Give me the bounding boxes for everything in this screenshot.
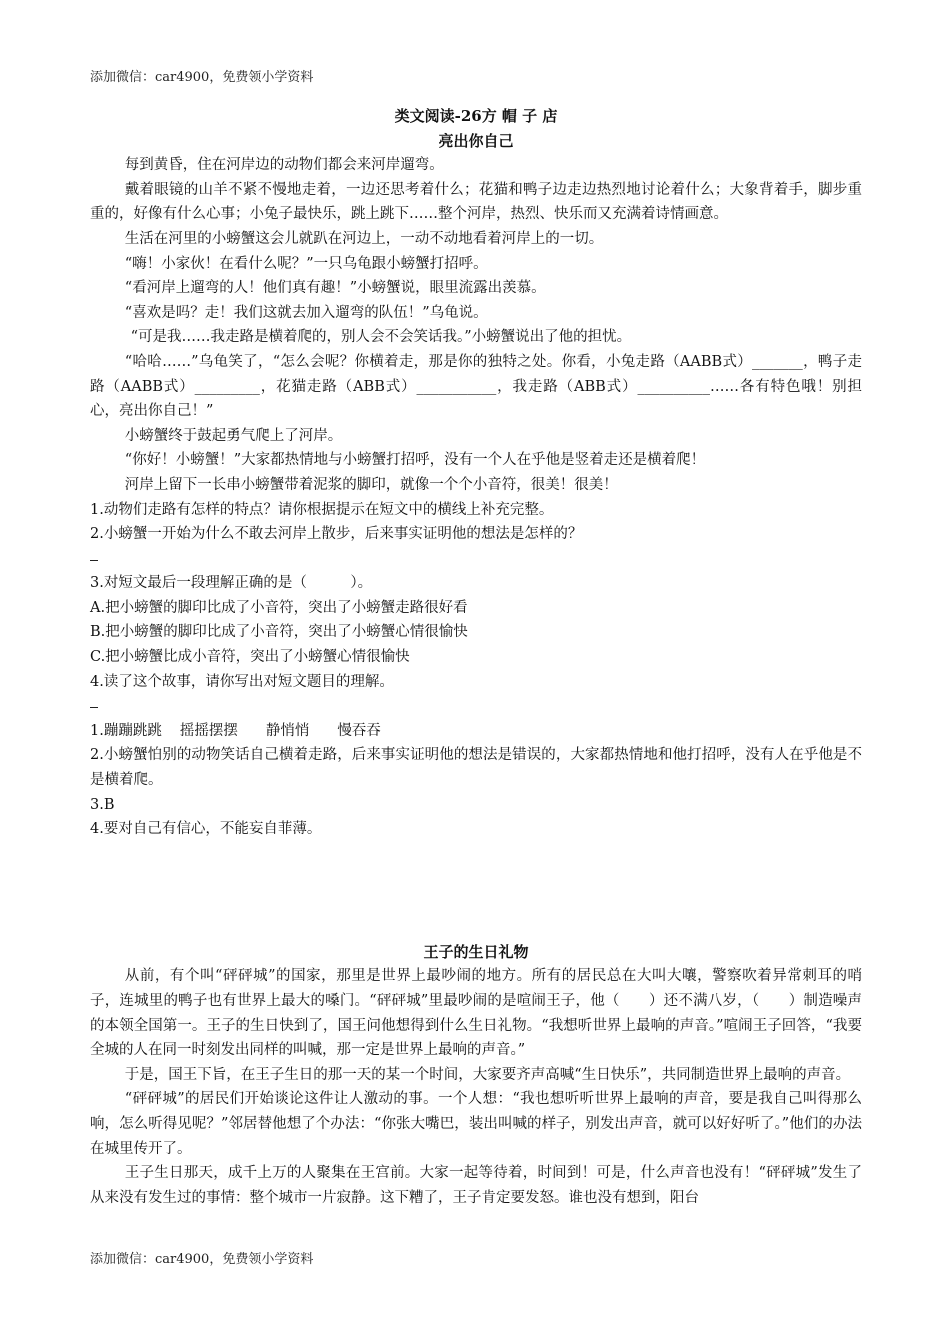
- story2-paragraph: 王子生日那天，成千上万的人聚集在王宫前。大家一起等待着，时间到！可是，什么声音也没有！“砰砰城”发生了从来没有发生过的事情：整个城市一片寂静。这下糟了，王子肯定要发怒。谁也没有想到，阳台: [90, 1165, 862, 1206]
- story1-paragraph: 戴着眼镜的山羊不紧不慢地走着，一边还思考着什么；花猫和鸭子边走边热烈地讨论着什么；大象背着手，脚步重重的，好像有什么心事；小兔子最快乐，跳上跳下……整个河岸，热烈、快乐而又充满着诗情画意。: [90, 181, 862, 223]
- question-3: 3.对短文最后一段理解正确的是（ ）。: [90, 575, 373, 592]
- story1-paragraph: “可是我……我走路是横着爬的，别人会不会笑话我。”小螃蟹说出了他的担忧。: [130, 329, 632, 346]
- answer-1-word: 静悄悄: [265, 722, 310, 739]
- story1-paragraph: 每到黄昏，住在河岸边的动物们都会来河岸遛弯。: [124, 157, 444, 174]
- answer-line: [90, 547, 862, 572]
- answer-4: 4.要对自己有信心，不能妄自菲薄。: [90, 821, 322, 838]
- option-c: C.把小螃蟹比成小音符，突出了小螃蟹心情很愉快: [90, 649, 410, 666]
- story1-paragraph: “哈哈……”乌龟笑了，“怎么会呢？你横着走，那是你的独特之处。你看，小兔走路（AABB式）_______，鸭子走路（AABB式）_________，花猫走路（ABB式）___________，我走路（ABB式）__________……各有特色哦！别担心，亮出你自己！”: [90, 353, 862, 420]
- story1-title: 亮出你自己: [438, 131, 514, 150]
- answer-1-word: 慢吞吞: [337, 722, 381, 739]
- story2-paragraph: 从前，有个叫“砰砰城”的国家，那里是世界上最吵闹的地方。所有的居民总在大叫大嚷，警察吹着异常刺耳的哨子，连城里的鸭子也有世界上最大的嗓门。“砰砰城”里最吵闹的是喧闹王子，他（ ）还不满八岁，（ ）制造噪声的本领全国第一。王子的生日快到了，国王问他想得到什么生日礼物。“我想听世界上最响的声音。”喧闹王子回答，“我要全城的人在同一时刻发出同样的叫喊，那一定是世界上最响的声音。”: [90, 968, 862, 1059]
- question-2: 2.小螃蟹一开始为什么不敢去河岸上散步，后来事实证明他的想法是怎样的？: [90, 526, 583, 543]
- answer-2: 2.小螃蟹怕别的动物笑话自己横着走路，后来事实证明他的想法是错误的，大家都热情地和他打招呼，没有人在乎他是不是横着爬。: [90, 747, 862, 789]
- story2-paragraph: “砰砰城”的居民们开始谈论这件让人激动的事。一个人想：“我也想听听世界上最响的声音，要是我自己叫得那么响，怎么听得见呢？”邻居替他想了个办法：“你张大嘴巴，装出叫喊的样子，别发出声音，就可以好好听了。”他们的办法在城里传开了。: [90, 1091, 862, 1157]
- story1-paragraph: “看河岸上遛弯的人！他们真有趣！”小螃蟹说，眼里流露出羡慕。: [124, 280, 546, 297]
- story1-paragraph: 生活在河里的小螃蟹这会儿就趴在河边上，一动不动地看着河岸上的一切。: [124, 230, 604, 247]
- story1-header: 类文阅读-26方 帽 子 店: [394, 107, 558, 125]
- answer-line: [90, 694, 862, 719]
- story2-paragraph: 于是，国王下旨，在王子生日的那一天的某一个时间，大家要齐声高喊“生日快乐”，共同制造世界上最响的声音。: [124, 1066, 851, 1083]
- story1-paragraph: 河岸上留下一长串小螃蟹带着泥浆的脚印，就像一个个小音符，很美！很美！: [124, 476, 618, 493]
- watermark-bottom: 添加微信：car4900，免费领小学资料: [90, 1252, 314, 1267]
- option-b: B.把小螃蟹的脚印比成了小音符，突出了小螃蟹心情很愉快: [90, 624, 468, 641]
- story1-paragraph: “喜欢是吗？走！我们这就去加入遛弯的队伍！”乌龟说。: [124, 304, 488, 321]
- story1-paragraph: 小螃蟹终于鼓起勇气爬上了河岸。: [124, 427, 343, 444]
- option-a: A.把小螃蟹的脚印比成了小音符，突出了小螃蟹走路很好看: [90, 599, 468, 616]
- question-4: 4.读了这个故事，请你写出对短文题目的理解。: [90, 673, 394, 690]
- answer-1-word: 摇摇摆摆: [179, 722, 238, 739]
- story1-paragraph: “嗨！小家伙！在看什么呢？”一只乌龟跟小螃蟹打招呼。: [124, 255, 488, 272]
- watermark-top: 添加微信：car4900，免费领小学资料: [90, 70, 314, 85]
- question-1: 1.动物们走路有怎样的特点？请你根据提示在短文中的横线上补充完整。: [90, 501, 554, 518]
- story1-paragraph: “你好！小螃蟹！”大家都热情地与小螃蟹打招呼，没有一个人在乎他是竖着走还是横着爬！: [124, 452, 706, 469]
- answer-3: 3.B: [90, 796, 115, 813]
- story2-title: 王子的生日礼物: [423, 942, 529, 961]
- answer-1-word: 1.蹦蹦跳跳: [90, 722, 162, 739]
- document-content: [90, 104, 862, 1210]
- answer-1: [90, 719, 862, 744]
